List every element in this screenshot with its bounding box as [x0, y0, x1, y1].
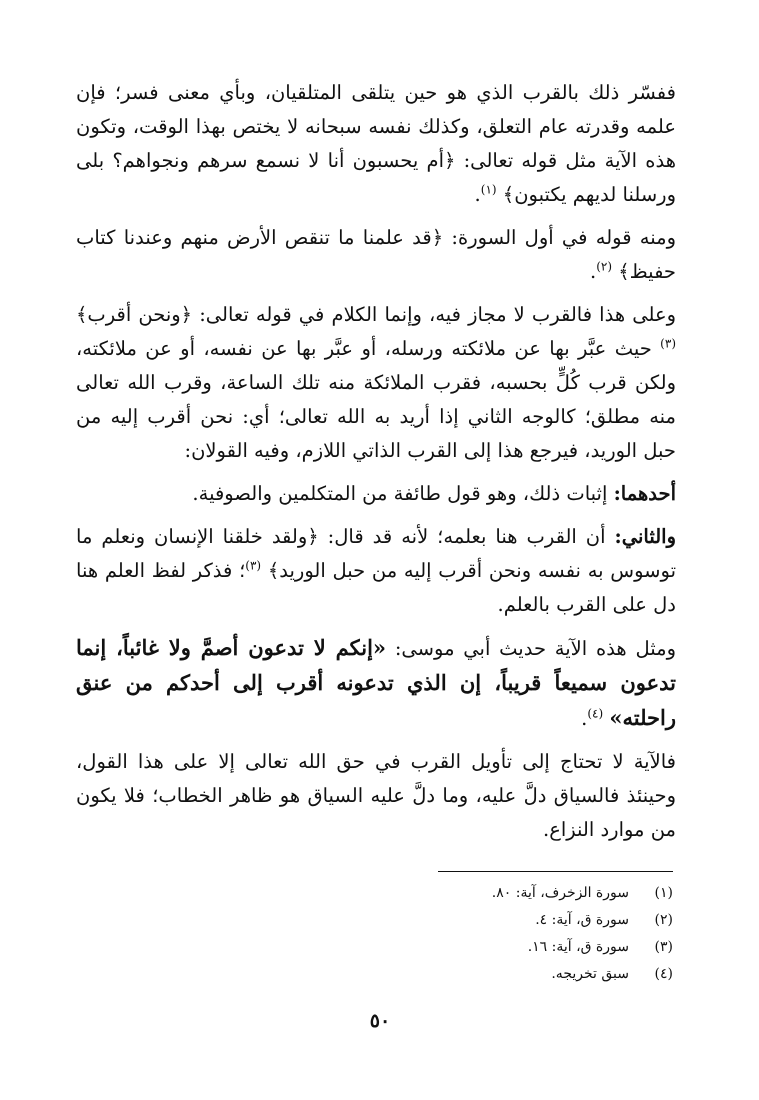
- footnote-text: سورة ق، آية: ٤.: [535, 912, 629, 928]
- footnote-item: [300, 934, 673, 961]
- paragraph-6-end: .: [581, 707, 588, 730]
- footnote-item: [300, 880, 673, 907]
- page-number: ٥٠: [369, 1010, 391, 1032]
- paragraph-3: [76, 298, 676, 468]
- footnote-text: سورة ق، آية: ١٦.: [527, 939, 629, 955]
- footnote-number: (١): [654, 885, 673, 901]
- footnotes: [300, 880, 673, 988]
- paragraph-3-text-a: وعلى هذا فالقرب لا مجاز فيه، وإنما الكلام في قوله تعالى: ﴿ونحن أقرب﴾: [76, 303, 676, 326]
- footnote-ref-3b: (٣): [245, 558, 262, 573]
- footnote-ref-4: (٤): [587, 706, 604, 721]
- paragraph-4: [76, 477, 676, 511]
- footnote-ref-1: (١): [480, 182, 497, 197]
- hadith-quote: «إنكم لا تدعون أصمَّ ولا غائباً، إنما تدعون سميعاً قريباً، إن الذي تدعونه أقرب إلى أحدكم من عنق راحلته»: [76, 635, 676, 730]
- paragraph-1-text: ففسّر ذلك بالقرب الذي هو حين يتلقى المتلقيان، وبأي معنى فسر؛ فإن علمه وقدرته عام التعلق، وكذلك نفسه سبحانه لا يختص بهذا الوقت، وتكون هذه الآية مثل قوله تعالى: ﴿أم يحسبون أنا لا نسمع سرهم ونجواهم؟ بلى ورسلنا لديهم يكتبون﴾: [76, 81, 676, 206]
- paragraph-6-intro: ومثل هذه الآية حديث أبي موسى:: [394, 637, 676, 660]
- paragraph-7-text: فالآية لا تحتاج إلى تأويل القرب في حق الله تعالى إلا على هذا القول، وحينئذ فالسياق دلَّ عليه، وما دلَّ عليه السياق هو ظاهر الخطاب؛ فلا يكون من موارد النزاع.: [76, 750, 676, 841]
- paragraph-2-text: ومنه قوله في أول السورة: ﴿قد علمنا ما تنقص الأرض منهم وعندنا كتاب حفيظ﴾: [76, 226, 676, 283]
- paragraph-3-text-b: حيث عبَّر بها عن ملائكته ورسله، أو عبَّر بها عن نفسه، أو عن ملائكته، ولكن قرب كُلٍّ بحسبه، فقرب الملائكة منه تلك الساعة، وقرب الله تعالى منه مطلق؛ كالوجه الثاني إذا أريد به الله تعالى؛ أي: نحن أقرب إليه من حبل الوريد، فيرجع هذا إلى القرب الذاتي اللازم، وفيه القولان:: [76, 337, 676, 462]
- footnote-text: سورة الزخرف، آية: ٨٠.: [491, 885, 629, 901]
- footnote-number: (٣): [654, 939, 673, 955]
- paragraph-5: [76, 520, 676, 622]
- paragraph-6: [76, 631, 676, 736]
- main-text: [76, 76, 676, 856]
- footnote-ref-3: (٣): [660, 336, 676, 351]
- paragraph-1: [76, 76, 676, 212]
- paragraph-2-end: .: [590, 260, 597, 283]
- footnote-text: سبق تخريجه.: [551, 966, 629, 982]
- footnote-number: (٢): [654, 912, 673, 928]
- paragraph-2: [76, 221, 676, 289]
- footnote-divider: [438, 871, 673, 872]
- footnote-ref-2: (٢): [596, 259, 613, 274]
- paragraph-5-text-b: ؛ فذكر لفظ العلم هنا دل على القرب بالعلم.: [76, 559, 676, 616]
- paragraph-7: [76, 745, 676, 847]
- paragraph-1-end: .: [474, 183, 481, 206]
- footnote-number: (٤): [654, 966, 673, 982]
- paragraph-4-text: إثبات ذلك، وهو قول طائفة من المتكلمين والصوفية.: [192, 482, 608, 505]
- first-opinion-label: أحدهما:: [613, 482, 676, 505]
- paragraph-5-text-a: أن القرب هنا بعلمه؛ لأنه قد قال: ﴿ولقد خلقنا الإنسان ونعلم ما توسوس به نفسه ونحن أقرب إليه من حبل الوريد﴾: [76, 525, 677, 582]
- footnote-item: [300, 961, 673, 988]
- footnote-item: [300, 907, 673, 934]
- second-opinion-label: والثاني:: [614, 525, 676, 548]
